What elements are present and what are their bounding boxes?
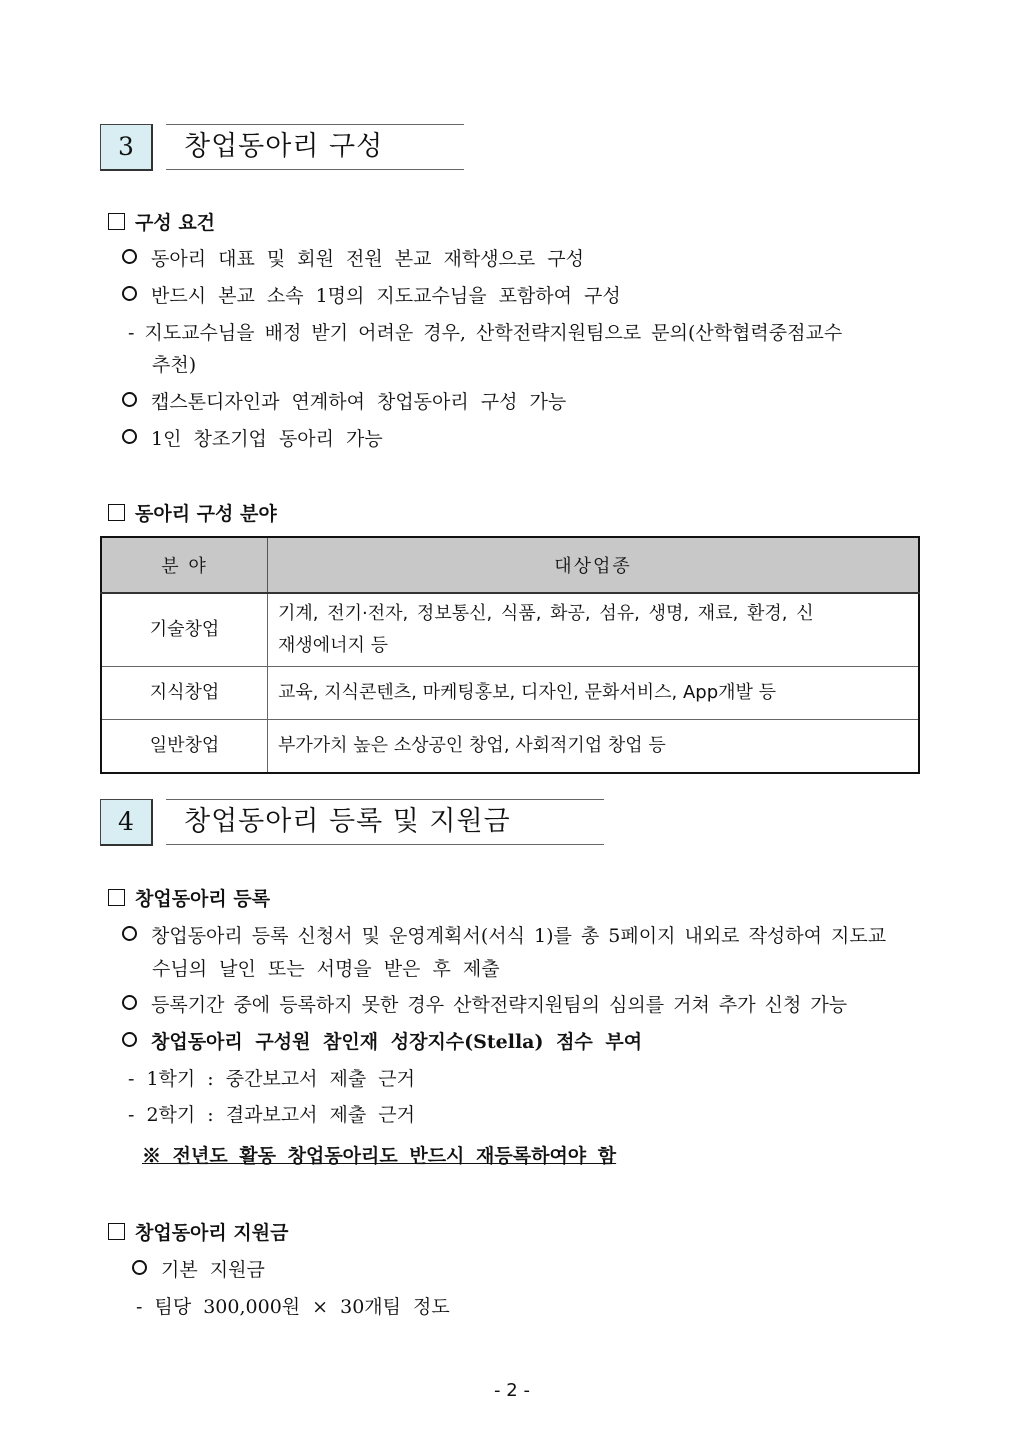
industry-cell: 기계, 전기·전자, 정보통신, 식품, 화공, 섬유, 생명, 재료, 환경, 신 재생에너지 등 xyxy=(268,593,920,667)
section3-header xyxy=(100,124,464,170)
col-field-header: 분 야 xyxy=(101,537,268,593)
registration-item: 창업동아리 등록 신청서 및 운영계획서(서식 1)를 총 5페이지 내외로 작성하여 지도교 xyxy=(122,921,886,948)
square-bullet-icon xyxy=(108,504,125,521)
circle-bullet-icon xyxy=(122,249,137,264)
circle-bullet-icon xyxy=(122,1032,137,1047)
square-bullet-icon xyxy=(108,1223,125,1240)
fields-table xyxy=(100,536,920,774)
requirement-item: 동아리 대표 및 회원 전원 본교 재학생으로 구성 xyxy=(122,244,584,271)
table-row xyxy=(101,720,919,773)
circle-bullet-icon xyxy=(122,429,137,444)
square-bullet-icon xyxy=(108,889,125,906)
field-cell: 기술창업 xyxy=(101,593,268,667)
registration-heading: 창업동아리 등록 xyxy=(108,884,270,911)
section4-header xyxy=(100,799,604,845)
section3-title: 창업동아리 구성 xyxy=(166,124,464,170)
funding-heading: 창업동아리 지원금 xyxy=(108,1218,288,1245)
requirement-item: 캡스톤디자인과 연계하여 창업동아리 구성 가능 xyxy=(122,387,566,414)
industry-cell: 부가가치 높은 소상공인 창업, 사회적기업 창업 등 xyxy=(268,720,920,773)
circle-bullet-icon xyxy=(122,392,137,407)
table-row xyxy=(101,667,919,720)
registration-subitem: - 2학기 : 결과보고서 제출 근거 xyxy=(128,1104,416,1126)
page-number: - 2 - xyxy=(494,1380,530,1401)
table-header-row xyxy=(101,537,919,593)
square-bullet-icon xyxy=(108,213,125,230)
requirement-subitem: - 지도교수님을 배정 받기 어려운 경우, 산학전략지원팀으로 문의(산학협력중점교수 xyxy=(128,322,843,344)
registration-subitem: - 1학기 : 중간보고서 제출 근거 xyxy=(128,1068,416,1090)
requirement-item: 1인 창조기업 동아리 가능 xyxy=(122,424,383,451)
industry-cell: 교육, 지식콘텐츠, 마케팅홍보, 디자인, 문화서비스, App개발 등 xyxy=(268,667,920,720)
section4-title: 창업동아리 등록 및 지원금 xyxy=(166,799,604,845)
fields-heading: 동아리 구성 분야 xyxy=(108,499,277,526)
section4-number: 4 xyxy=(100,799,153,846)
funding-item: 기본 지원금 xyxy=(132,1255,265,1282)
registration-item: 창업동아리 구성원 참인재 성장지수(Stella) 점수 부여 xyxy=(122,1027,642,1054)
registration-item-cont: 수님의 날인 또는 서명을 받은 후 제출 xyxy=(152,958,500,980)
section3-number: 3 xyxy=(100,124,153,171)
field-cell: 지식창업 xyxy=(101,667,268,720)
circle-bullet-icon xyxy=(122,926,137,941)
requirement-item: 반드시 본교 소속 1명의 지도교수님을 포함하여 구성 xyxy=(122,281,621,308)
circle-bullet-icon xyxy=(122,286,137,301)
circle-bullet-icon xyxy=(122,995,137,1010)
col-industry-header: 대상업종 xyxy=(268,537,920,593)
circle-bullet-icon xyxy=(132,1260,147,1275)
field-cell: 일반창업 xyxy=(101,720,268,773)
requirements-heading: 구성 요건 xyxy=(108,208,215,235)
requirement-subitem-cont: 추천) xyxy=(152,354,197,376)
registration-item: 등록기간 중에 등록하지 못한 경우 산학전략지원팀의 심의를 거쳐 추가 신청 가능 xyxy=(122,990,847,1017)
table-row xyxy=(101,593,919,667)
reregistration-note: ※ 전년도 활동 창업동아리도 반드시 재등록하여야 함 xyxy=(142,1145,617,1167)
funding-subitem: - 팀당 300,000원 × 30개팀 정도 xyxy=(136,1296,450,1318)
